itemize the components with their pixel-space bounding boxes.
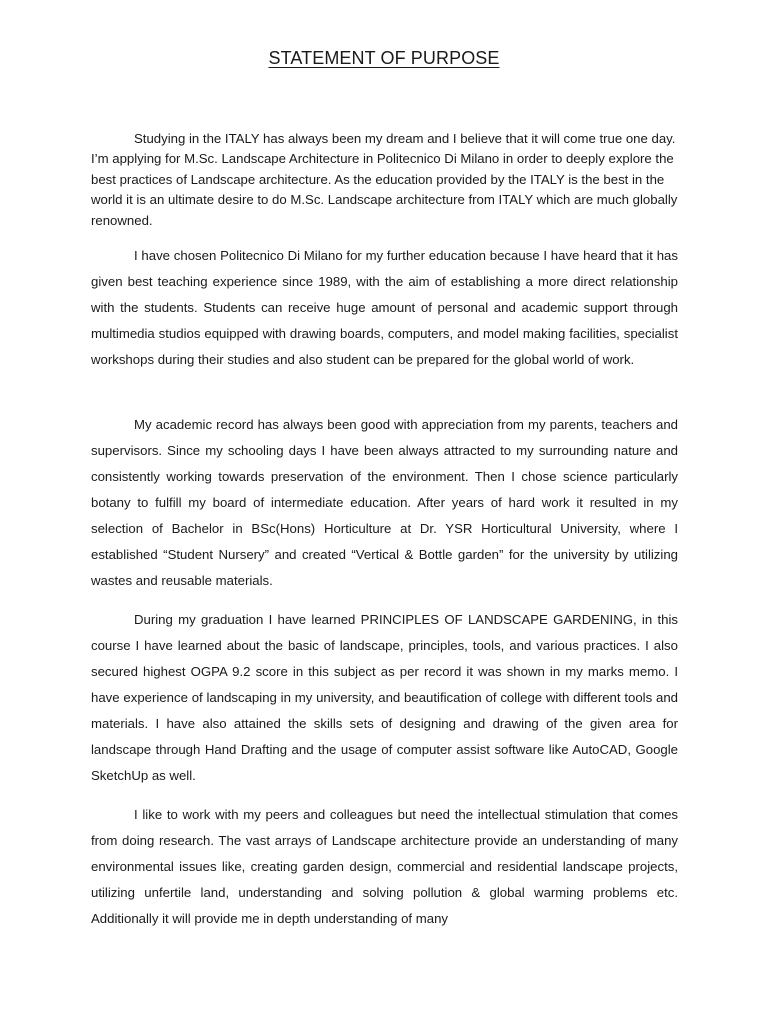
paragraph-intro: Studying in the ITALY has always been my dream and I believe that it will come true one day. I’m applying for M.Sc. Landscape Architecture in Politecnico Di Milano in order to deeply explore the best practices of Landscape architecture. As the education provided by the ITALY is the best in the world it is an ultimate desire to do M.Sc. Landscape architecture from ITALY which are much globally renowned.	[91, 131, 678, 228]
paragraph-research-interest: I like to work with my peers and colleagues but need the intellectual stimulation that comes from doing research. The vast arrays of Landscape architecture provide an understanding of many environmental issues like, creating garden design, commercial and residential landscape projects, utilizing unfertile land, understanding and solving pollution & global warming problems etc. Additionally it will provide me in depth understanding of many	[91, 807, 678, 926]
page-title: STATEMENT OF PURPOSE	[268, 48, 500, 68]
paragraph-university-choice: I have chosen Politecnico Di Milano for my further education because I have heard that it has given best teaching experience since 1989, with the aim of establishing a more direct relationship with the students. Students can receive huge amount of personal and academic support through multimedia studios equipped with drawing boards, computers, and model making facilities, specialist workshops during their studies and also student can be prepared for the global world of work.	[91, 248, 678, 367]
paragraph-academic-record: My academic record has always been good with appreciation from my parents, teachers and supervisors. Since my schooling days I have been always attracted to my surrounding nature and consistently working towards preservation of the environment. Then I chose science particularly botany to fulfill my board of intermediate education. After years of hard work it resulted in my selection of Bachelor in BSc(Hons) Horticulture at Dr. YSR Horticultural University, where I established “Student Nursery” and created “Vertical & Bottle garden” for the university by utilizing wastes and reusable materials.	[91, 417, 678, 588]
paragraph-graduation-experience: During my graduation I have learned PRINCIPLES OF LANDSCAPE GARDENING, in this course I have learned about the basic of landscape, principles, tools, and various practices. I also secured highest OGPA 9.2 score in this subject as per record it was shown in my marks memo. I have experience of landscaping in my university, and beautification of college with different tools and materials. I have also attained the skills sets of designing and drawing of the given area for landscape through Hand Drafting and the usage of computer assist software like AutoCAD, Google SketchUp as well.	[91, 612, 678, 783]
